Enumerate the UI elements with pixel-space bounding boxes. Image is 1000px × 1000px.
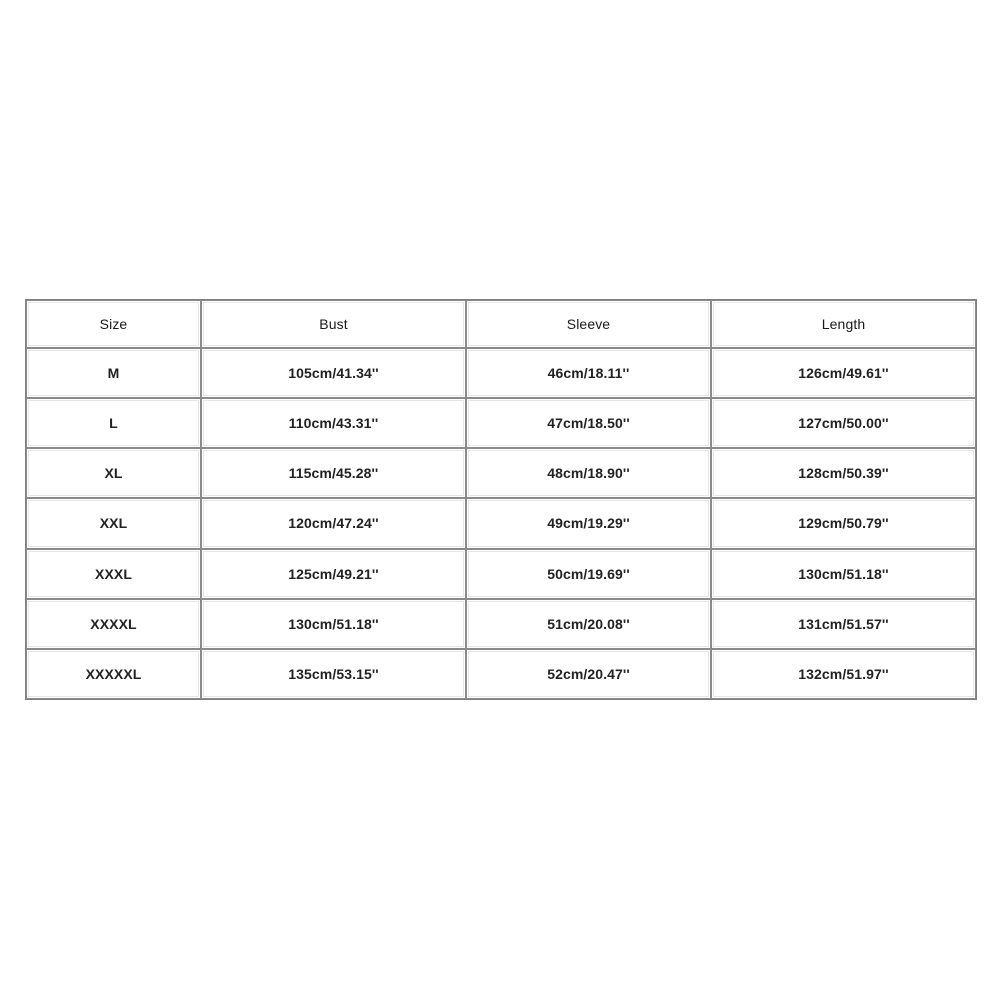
sleeve-cell: 52cm/20.47'' xyxy=(466,649,711,699)
length-cell: 132cm/51.97'' xyxy=(711,649,976,699)
bust-cell: 120cm/47.24'' xyxy=(201,498,466,548)
bust-cell: 115cm/45.28'' xyxy=(201,448,466,498)
sleeve-cell: 46cm/18.11'' xyxy=(466,348,711,398)
bust-cell: 105cm/41.34'' xyxy=(201,348,466,398)
bust-cell: 135cm/53.15'' xyxy=(201,649,466,699)
table-row xyxy=(26,448,976,498)
length-cell: 128cm/50.39'' xyxy=(711,448,976,498)
size-cell: M xyxy=(26,348,201,398)
sleeve-cell: 48cm/18.90'' xyxy=(466,448,711,498)
size-cell: XXXL xyxy=(26,549,201,599)
size-cell: L xyxy=(26,398,201,448)
sleeve-cell: 49cm/19.29'' xyxy=(466,498,711,548)
size-cell: XXXXXL xyxy=(26,649,201,699)
bust-cell: 125cm/49.21'' xyxy=(201,549,466,599)
length-cell: 126cm/49.61'' xyxy=(711,348,976,398)
sleeve-cell: 47cm/18.50'' xyxy=(466,398,711,448)
table-row xyxy=(26,599,976,649)
header-bust: Bust xyxy=(201,300,466,348)
header-length: Length xyxy=(711,300,976,348)
table-row xyxy=(26,649,976,699)
header-size: Size xyxy=(26,300,201,348)
length-cell: 131cm/51.57'' xyxy=(711,599,976,649)
sleeve-cell: 51cm/20.08'' xyxy=(466,599,711,649)
size-cell: XXXXL xyxy=(26,599,201,649)
table-row xyxy=(26,348,976,398)
sleeve-cell: 50cm/19.69'' xyxy=(466,549,711,599)
header-sleeve: Sleeve xyxy=(466,300,711,348)
size-cell: XL xyxy=(26,448,201,498)
table-row xyxy=(26,498,976,548)
length-cell: 129cm/50.79'' xyxy=(711,498,976,548)
size-chart-table xyxy=(25,299,977,700)
header-row xyxy=(26,300,976,348)
bust-cell: 110cm/43.31'' xyxy=(201,398,466,448)
table-row xyxy=(26,549,976,599)
table-row xyxy=(26,398,976,448)
length-cell: 127cm/50.00'' xyxy=(711,398,976,448)
length-cell: 130cm/51.18'' xyxy=(711,549,976,599)
bust-cell: 130cm/51.18'' xyxy=(201,599,466,649)
size-cell: XXL xyxy=(26,498,201,548)
